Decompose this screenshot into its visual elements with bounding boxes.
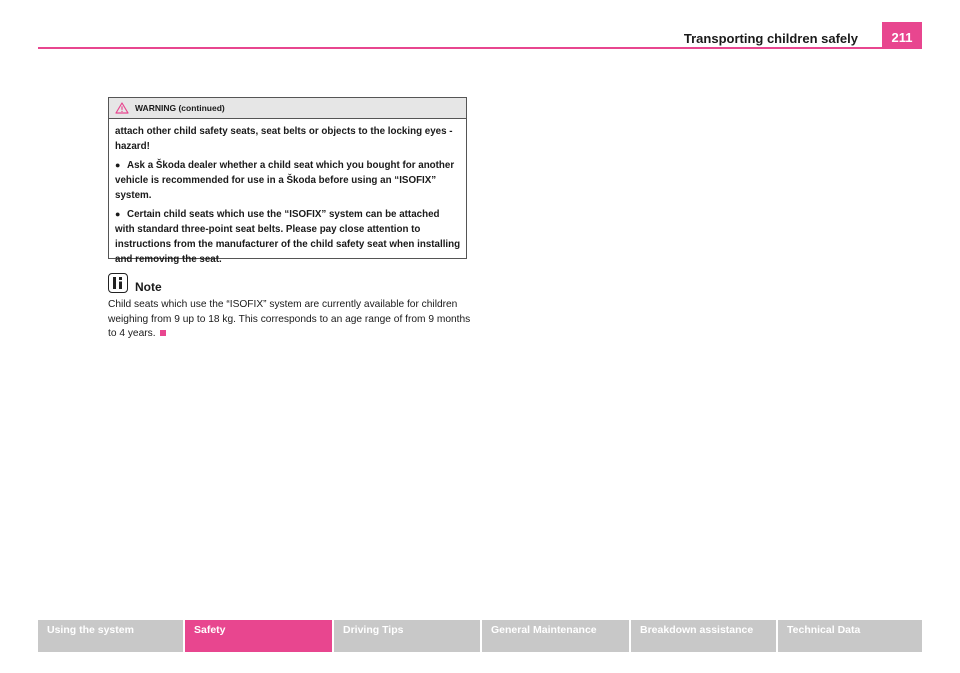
section-title: Transporting children safely bbox=[683, 31, 858, 46]
info-note-icon bbox=[108, 273, 128, 293]
end-of-section-square-icon bbox=[160, 330, 166, 336]
tab-general-maintenance[interactable]: General Maintenance bbox=[482, 620, 629, 652]
header-divider bbox=[38, 47, 922, 49]
warning-paragraph: attach other child safety seats, seat belts or objects to the locking eyes - hazard! bbox=[115, 126, 453, 152]
footer-nav bbox=[38, 620, 922, 652]
warning-paragraph: ● Ask a Škoda dealer whether a child seat which you bought for another vehicle is recommended for use in a Škoda before using an “ISOFIX” system. bbox=[115, 160, 455, 201]
tab-using-the-system[interactable]: Using the system bbox=[38, 620, 183, 652]
page-number: 211 bbox=[882, 22, 922, 48]
warning-box bbox=[108, 97, 467, 265]
tab-technical-data[interactable]: Technical Data bbox=[778, 620, 922, 652]
warning-body bbox=[109, 119, 466, 267]
note-text: Child seats which use the “ISOFIX” system are currently available for children weighing from 9 up to 18 kg. This corresponds to an age range of from 9 months to 4 years. bbox=[108, 299, 471, 339]
tab-driving-tips[interactable]: Driving Tips bbox=[334, 620, 480, 652]
tab-breakdown-assistance[interactable]: Breakdown assistance bbox=[631, 620, 776, 652]
warning-paragraph: ● Certain child seats which use the “ISOFIX” system can be attached with standard three-point seat belts. Please pay close attention to instructions from the manufacturer of the child safety seat when installing and removing the seat. bbox=[115, 209, 461, 265]
note-label: Note bbox=[135, 280, 162, 294]
warning-header bbox=[109, 98, 466, 119]
bullet-icon: ● bbox=[115, 160, 121, 170]
warning-heading: WARNING (continued) bbox=[135, 103, 225, 113]
bullet-icon: ● bbox=[115, 209, 121, 219]
tab-safety[interactable]: Safety bbox=[185, 620, 332, 652]
warning-triangle-icon bbox=[115, 102, 129, 114]
note-heading bbox=[108, 273, 162, 293]
